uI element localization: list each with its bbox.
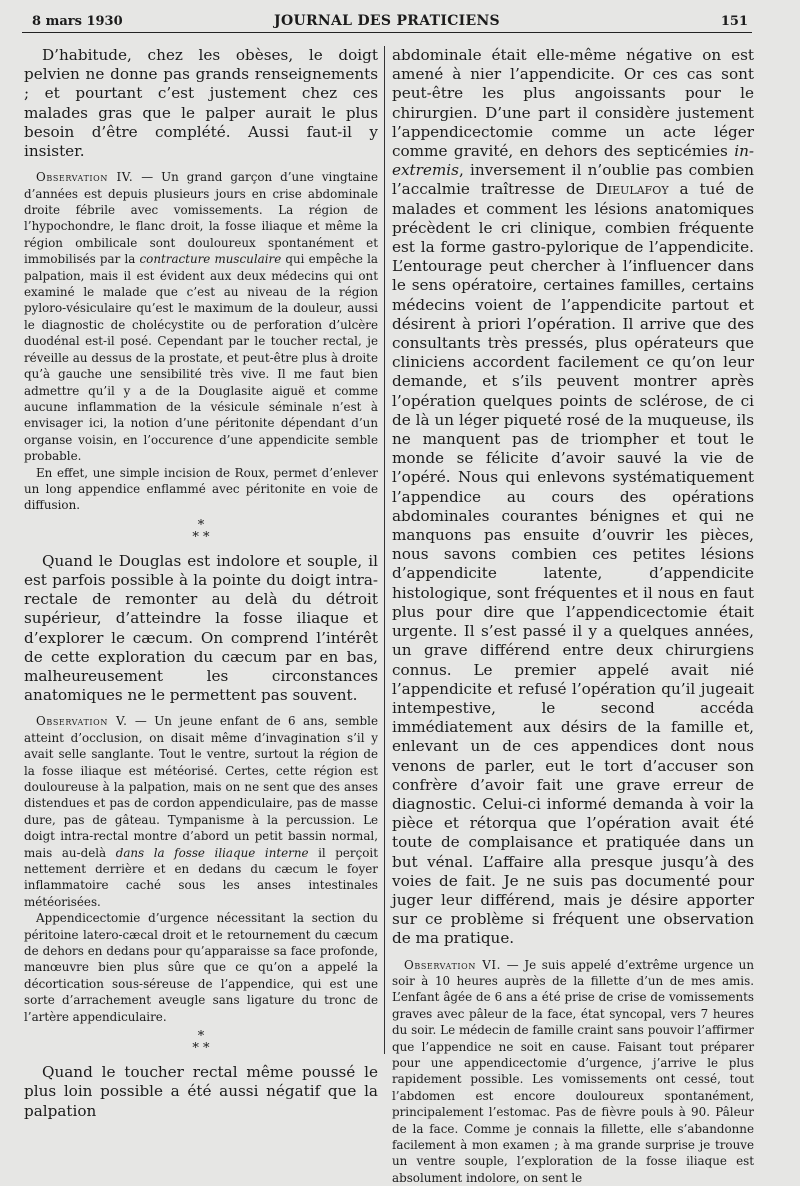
section-separator-2: * * * <box>192 1029 210 1057</box>
right-column <box>392 46 754 1186</box>
page-header <box>22 10 752 33</box>
page-number: 151 <box>720 14 748 29</box>
observation-4-conclusion: En effet, une simple incision de Roux, permet d’enlever un long appendice enflammé avec péritonite en voie de diffusion. <box>24 465 378 513</box>
observation-6: Observation VI. — Je suis appelé d’extrême urgence un soir à 10 heures auprès de la fillette d’un de mes amis. L’enfant âgée de 6 ans a été prise de crise de vomissements graves avec pâleur de la face, état syncopal, vers 7 heures du soir. Le médecin de famille craint sans pouvoir l’affirmer que l’appendice ne soit en cause. Faisant tout préparer pour une appendicectomie d’urgence, j’arrive le plus rapidement possible. Les vomissements ont cessé, tout l’abdomen est encore douloureux spontanément, principalement l’estomac. Pas de fièvre pouls à 90. Pâleur de la face. Comme je connais la fillette, elle s’abandonne facilement à mon examen ; à ma grande surprise je trouve un ventre souple, l’exploration de la fosse iliaque est absolument indolore, on sent le <box>392 957 754 1185</box>
observation-5: Observation V. — Un jeune enfant de 6 ans, semble atteint d’occlusion, on disait même d’invagination s’il y avait selle sanglante. Tout le ventre, surtout la région de la fosse iliaque est météorisé. Certes, cette région est douloureuse à la palpation, mais on ne sent que des anses distendues et pas de cordon appendiculaire, pas de masse dure, pas de gâteau. Tympanisme à la percussion. Le doigt intra-rectal montre d’abord un petit bassin normal, mais au-delà dans la fosse iliaque interne il perçoit nettement derrière et en dedans du cæcum le foyer inflammatoire caché sous les anses intestinales météorisées. <box>24 714 378 909</box>
paragraph-appendicitis-dilemma: abdominale était elle-même négative on est amené à nier l’appendicite. Or ces cas sont peut-être les plus angoissants pour le chirurgien. D’une part il considère justement l’appendicectomie comme un acte léger comme gravité, en dehors des septicémies in-extremis, inversement il n’oublie pas combien l’accalmie traîtresse de Dieulafoy a tué de malades et comment les lésions anatomiques précèdent le cri clinique, combien fréquente est la forme gastro-pylorique de l’appendicite. L’entourage peut chercher à l’influencer dans le sens opératoire, certaines familles, certains médecins voient de l’appendicite partout et désirent à priori l’opération. Il arrive que des consultants très pressés, plus opérateurs que cliniciens accordent facilement ce qu’on leur demande, et s’ils peuvent montrer après l’opération quelques points de sclérose, de ci de là un léger piqueté rosé de la muqueuse, ils ne manquent pas de triompher et tout le monde se félicite d’avoir sauvé la vie de l’opéré. Nous qui enlevons systématiquement l’appendice au cours des opérations abdominales courantes bénignes et qui ne manquons pas ensuite d’ouvrir les pièces, nous savons combien ces petites lésions d’appendicite latente, d’appendicite histologique, sont fréquentes et il nous en faut plus pour dire que l’appendicectomie était urgente. Il s’est passé il y a quelques années, un grave différend entre deux chirurgiens connus. Le premier appelé avait nié l’appendicite et refusé l’opération qu’il jugeait intempestive, le second accéda immédiatement aux désirs de la famille et, enlevant un de ces appendices dont nous venons de parler, eut le tort d’accuser son confrère d’avoir fait une grave erreur de diagnostic. Celui-ci informé demanda à voir la pièce et rétorqua que l’opération avait été toute de complaisance et pratiquée dans un but vénal. L’affaire alla presque jusqu’à des voies de fait. Je ne suis pas documenté pour juger leur différend, mais je désire apporter sur ce problème si fréquent une observation de ma pratique. <box>392 46 755 948</box>
paragraph-douglas: Quand le Douglas est indolore et souple, il est parfois possible à la pointe du doigt intra-rectale de remonter au delà du détroit supérieur, d’atteindre la fosse iliaque et d’explorer le cæcum. On comprend l’intérêt de cette exploration du cæcum par en bas, malheureusement les circonstances anatomiques ne le permettent pas souvent. <box>24 551 378 705</box>
section-separator-1: * * * <box>192 517 210 545</box>
header-date: 8 mars 1930 <box>32 14 123 29</box>
journal-title: JOURNAL DES PRATICIENS <box>274 13 500 29</box>
column-divider <box>384 46 385 1054</box>
paragraph-rectal-touch: Quand le toucher rectal même poussé le plus loin possible a été aussi négatif que la palpation <box>24 1063 378 1120</box>
left-column <box>24 46 378 1121</box>
observation-6-label: Observation VI. <box>404 957 502 972</box>
observation-5-conclusion: Appendicectomie d’urgence nécessitant la section du péritoine latero-cæcal droit et le retournement du cæcum de dehors en dedans pour qu’apparaisse sa face profonde, manœuvre bien plus sûre que ce qu’on a appelé la décortication sous-séreuse de l’appendice, qui est une sorte d’arrachement aveugle sans ligature du tronc de l’artère appendiculaire. <box>24 911 378 1024</box>
observation-4-label: Observation IV. <box>36 170 134 185</box>
observation-4: Observation IV. — Un grand garçon d’une vingtaine d’années est depuis plusieurs jours en crise abdominale droite fébrile avec vomissements. La région de l’hypochondre, le flanc droit, la fosse iliaque et même la région ombilicale sont douloureux spontanément et immobilisés par la contracture musculaire qui empêche la palpation, mais il est évident aux deux médecins qui ont examiné le malade que c’est au niveau de la région pyloro-vésiculaire qu’est le maximum de la douleur, aussi le diagnostic de cholécystite ou de perforation d’ulcère duodénal est-il posé. Cependant par le toucher rectal, je réveille au dessus de la prostate, et peut-être plus à droite qu’à gauche une sensibilité très vive. Il me faut bien admettre qu’il y a de la Douglasite aiguë et comme aucune inflammation de la vésicule séminale n’est à envisager ici, la notion d’une péritonite dépendant d’un organse voisin, en l’occurence d’une appendicite semble probable. <box>24 170 379 464</box>
paragraph-obese-palpation: D’habitude, chez les obèses, le doigt pelvien ne donne pas grands renseignements ; et pourtant c’est justement chez ces malades gras que le palper aurait le plus besoin d’être complété. Aussi faut-il y insister. <box>24 46 378 161</box>
observation-5-label: Observation V. <box>36 714 128 729</box>
